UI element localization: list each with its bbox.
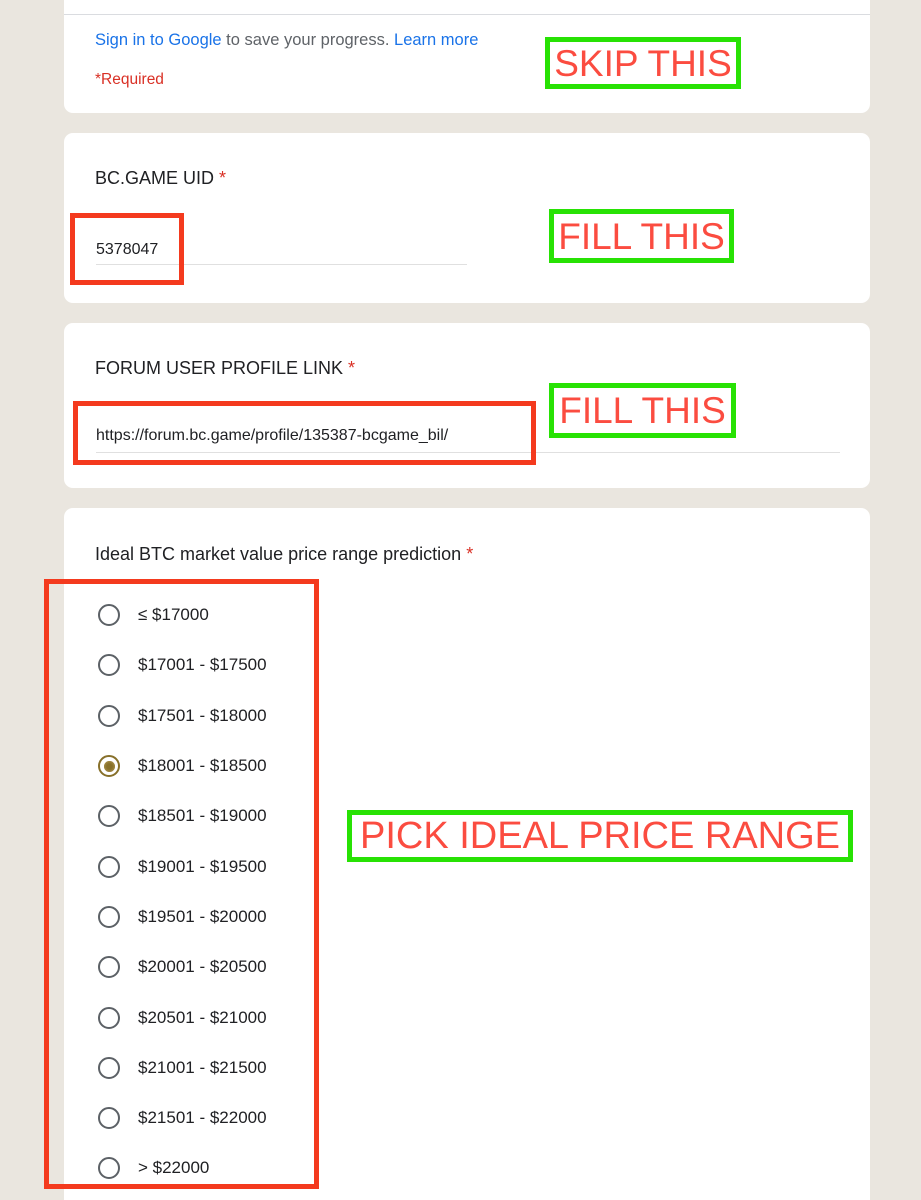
radio-unselected-icon[interactable]	[98, 1057, 120, 1079]
forum-link-input-value[interactable]: https://forum.bc.game/profile/135387-bcgame_bil/	[96, 427, 449, 444]
question-card-forum-link	[64, 323, 870, 488]
options-list	[98, 590, 850, 1194]
signin-message	[95, 28, 478, 52]
learn-more-link[interactable]: Learn more	[394, 31, 479, 49]
radio-unselected-icon[interactable]	[98, 805, 120, 827]
radio-option-label: $18501 - $19000	[138, 806, 267, 826]
radio-option[interactable]	[98, 691, 850, 741]
question-title-uid-text: BC.GAME UID	[95, 168, 215, 188]
question-card-price-prediction	[64, 508, 870, 1200]
radio-unselected-icon[interactable]	[98, 604, 120, 626]
radio-option[interactable]	[98, 942, 850, 992]
annotation-fill-this-forum: FILL THIS	[549, 383, 736, 438]
radio-option[interactable]	[98, 841, 850, 891]
question-title-price-prediction-text: Ideal BTC market value price range prediction	[95, 544, 462, 564]
radio-option[interactable]	[98, 590, 850, 640]
required-asterisk: *	[466, 544, 474, 564]
annotation-pick-price-range: PICK IDEAL PRICE RANGE	[347, 810, 853, 862]
radio-option-label: $18001 - $18500	[138, 756, 267, 776]
required-asterisk: *	[219, 168, 227, 188]
annotation-skip-this: SKIP THIS	[545, 37, 741, 89]
radio-option-label: $17501 - $18000	[138, 705, 267, 725]
uid-input-value[interactable]: 5378047	[96, 241, 159, 258]
radio-option-label: $20501 - $21000	[138, 1007, 267, 1027]
radio-option[interactable]	[98, 1043, 850, 1093]
radio-option-label: $17001 - $17500	[138, 655, 267, 675]
radio-option-label: $21001 - $21500	[138, 1057, 267, 1077]
signin-message-text: to save your progress.	[221, 31, 395, 49]
radio-option-label: $20001 - $20500	[138, 957, 267, 977]
radio-option-label: ≤ $17000	[138, 605, 209, 625]
radio-unselected-icon[interactable]	[98, 705, 120, 727]
radio-option-label: > $22000	[138, 1158, 210, 1178]
radio-option[interactable]	[98, 1093, 850, 1143]
radio-option[interactable]	[98, 741, 850, 791]
radio-unselected-icon[interactable]	[98, 1157, 120, 1179]
required-asterisk: *	[348, 358, 356, 378]
radio-option[interactable]	[98, 992, 850, 1042]
sign-in-to-google-link[interactable]: Sign in to Google	[95, 31, 222, 49]
radio-option-label: $19501 - $20000	[138, 906, 267, 926]
radio-unselected-icon[interactable]	[98, 956, 120, 978]
radio-option[interactable]	[98, 1143, 850, 1193]
radio-option-label: $21501 - $22000	[138, 1108, 267, 1128]
radio-unselected-icon[interactable]	[98, 1007, 120, 1029]
radio-unselected-icon[interactable]	[98, 654, 120, 676]
radio-option[interactable]	[98, 640, 850, 690]
uid-input-underline[interactable]	[96, 264, 467, 265]
question-title-price-prediction	[95, 542, 473, 566]
radio-option[interactable]	[98, 791, 850, 841]
forum-link-input-underline[interactable]	[96, 452, 840, 453]
radio-option-label: $19001 - $19500	[138, 856, 267, 876]
radio-unselected-icon[interactable]	[98, 856, 120, 878]
signin-banner-card	[64, 0, 870, 113]
radio-unselected-icon[interactable]	[98, 1107, 120, 1129]
question-card-uid	[64, 133, 870, 303]
question-title-forum-link	[95, 356, 355, 380]
radio-option[interactable]	[98, 892, 850, 942]
card-header-divider	[64, 14, 870, 15]
annotation-fill-this-uid: FILL THIS	[549, 209, 734, 263]
radio-unselected-icon[interactable]	[98, 906, 120, 928]
question-title-forum-link-text: FORUM USER PROFILE LINK	[95, 358, 344, 378]
question-title-uid	[95, 166, 226, 190]
radio-selected-icon[interactable]	[98, 755, 120, 777]
required-note: *Required	[95, 71, 164, 88]
